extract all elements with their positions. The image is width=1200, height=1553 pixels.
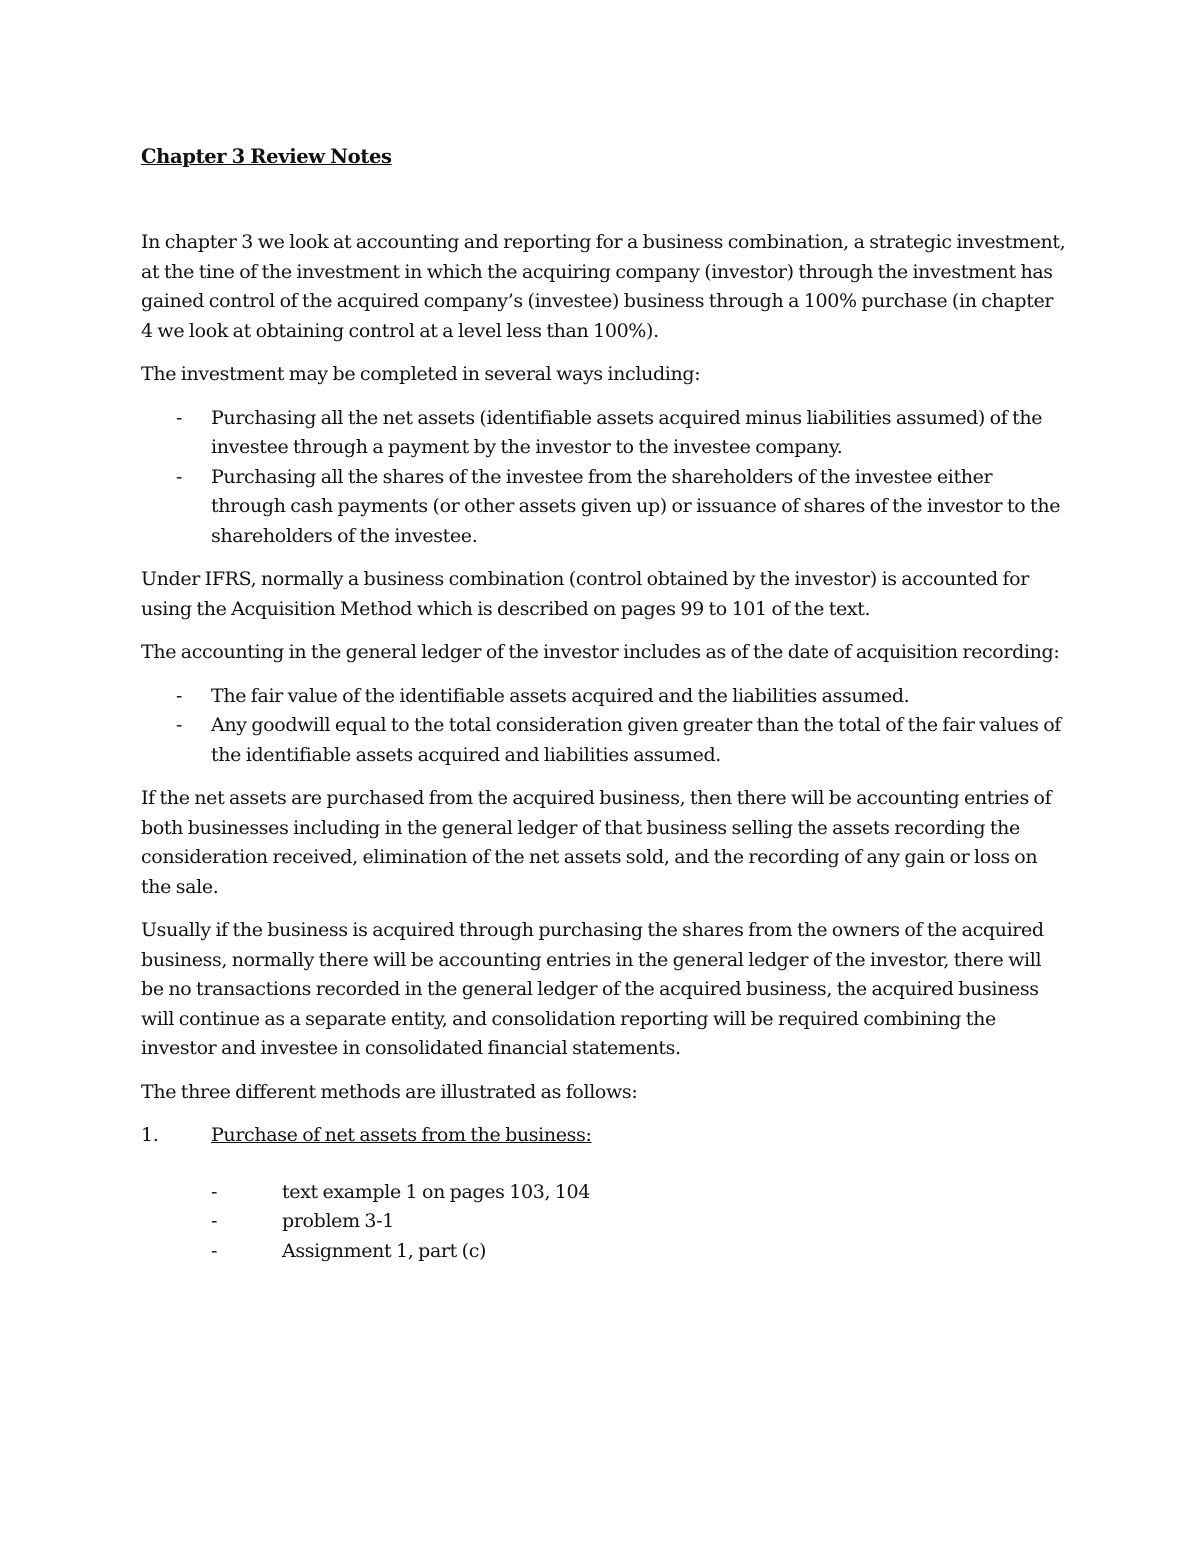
list-item-text: problem 3-1 <box>282 1210 394 1232</box>
methods-intro-paragraph: The three different methods are illustrated as follows: <box>141 1080 638 1103</box>
dash-bullet: - <box>176 465 183 488</box>
dash-bullet: - <box>176 714 183 736</box>
list-item-text: The fair value of the identifiable assets acquired and the liabilities assumed. <box>211 684 910 707</box>
intro-paragraph: In chapter 3 we look at accounting and reporting for a business combination, a strategic investment, at the tine of the investment in which the acquiring company (investor) through the investment has gained control of the acquired company’s (investee) business through a 100% purchase (in chapter 4 we look at obtaining control at a level less than 100%). <box>141 231 1066 342</box>
method-1-heading-text: Purchase of net assets from the business: <box>211 1124 592 1146</box>
list-item <box>141 711 1066 770</box>
dash-bullet: - <box>176 406 183 429</box>
method-1-list <box>141 1178 1066 1267</box>
dash-bullet: - <box>211 1239 218 1262</box>
list-item <box>141 1237 1066 1267</box>
ledger-intro-paragraph: The accounting in the general ledger of the investor includes as of the date of acquisition recording: <box>141 641 1060 663</box>
dash-bullet: - <box>176 684 183 707</box>
list-item-text: Purchasing all the shares of the investee from the shareholders of the investee either through cash payments (or other assets given up) or issuance of shares of the investor to the shareholders of the investee. <box>211 465 1061 547</box>
ledger-list <box>141 682 1066 771</box>
list-item-text: text example 1 on pages 103, 104 <box>282 1180 591 1203</box>
list-item-text: Any goodwill equal to the total consideration given greater than the total of the fair values of the identifiable assets acquired and liabilities assumed. <box>211 714 1061 766</box>
shares-paragraph: Usually if the business is acquired through purchasing the shares from the owners of the acquired business, normally there will be accounting entries in the general ledger of the investor, there will be no transactions recorded in the general ledger of the acquired business, the acquired business will continue as a separate entity, and consolidation reporting will be required combining the investor and investee in consolidated financial statements. <box>141 919 1044 1059</box>
list-item <box>141 404 1066 463</box>
dash-bullet: - <box>211 1180 218 1203</box>
ifrs-paragraph: Under IFRS, normally a business combination (control obtained by the investor) is accounted for using the Acquisition Method which is described on pages 99 to 101 of the text. <box>141 568 1030 620</box>
ways-intro-paragraph: The investment may be completed in several ways including: <box>141 363 701 385</box>
list-item <box>141 682 1066 712</box>
document-body <box>141 141 1066 1280</box>
method-1-number: 1. <box>141 1124 159 1146</box>
list-item-text: Purchasing all the net assets (identifiable assets acquired minus liabilities assumed) of the investee through a payment by the investor to the investee company. <box>211 406 1043 458</box>
list-item <box>141 463 1066 552</box>
list-item-text: Assignment 1, part (c) <box>282 1239 487 1262</box>
list-item <box>141 1178 1066 1208</box>
ways-list <box>141 404 1066 552</box>
dash-bullet: - <box>211 1210 218 1232</box>
net-assets-paragraph: If the net assets are purchased from the acquired business, then there will be accounting entries of both businesses including in the general ledger of that business selling the assets recording the consideration received, elimination of the net assets sold, and the recording of any gain or loss on the sale. <box>141 787 1052 898</box>
method-1-heading <box>141 1121 1066 1151</box>
document-title: Chapter 3 Review Notes <box>141 145 392 168</box>
list-item <box>141 1207 1066 1237</box>
